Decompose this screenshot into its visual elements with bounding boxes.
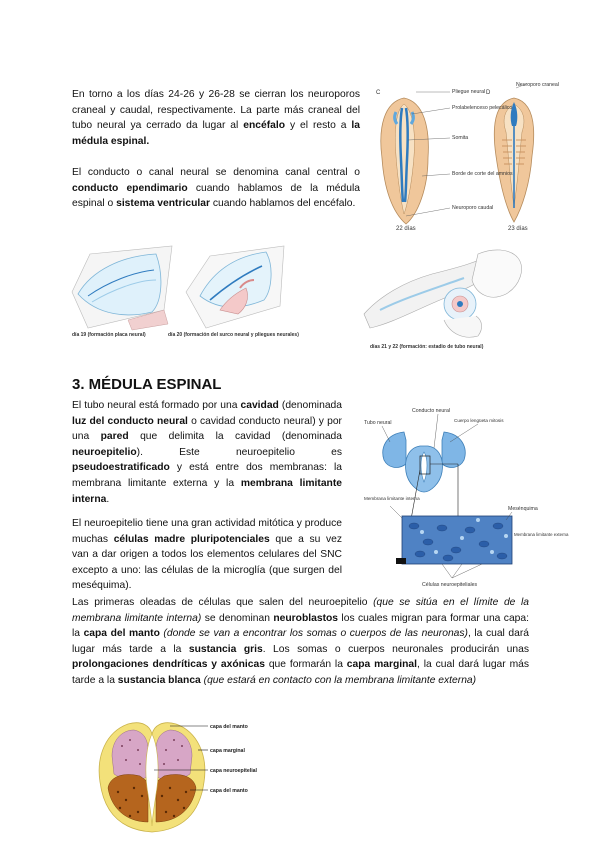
figure-label-c: C (376, 90, 381, 96)
label-borde-corte-amnios: Borde de corte del amnios (452, 171, 513, 177)
label-cuerpo-lengueta-mitosis: Cuerpo lengüeta mitosis (454, 418, 504, 423)
section-title: 3. MÉDULA ESPINAL (72, 376, 222, 393)
label-prolabelenceso: Prolabelenceso pelecálico (452, 105, 513, 111)
epithelium-enlarged (402, 516, 512, 564)
intro-paragraph-2: El conducto o canal neural se denomina canal central o conducto ependimario cuando hablamos de la médula espinal o sistema ventricular cuando hablamos del encéfalo. (72, 167, 360, 210)
caption-day21-22: días 21 y 22 (formación: estadio de tubo neural) (370, 344, 484, 350)
spinal-cord-cross-section (99, 723, 205, 832)
label-membrana-limitante-interna: Membrana limitante interna (364, 496, 420, 501)
label-capa-del-manto-bottom: capa del manto (210, 788, 248, 794)
label-somita: Somita (452, 135, 469, 141)
medula-paragraph-2: El neuroepitelio tiene una gran actividad mitótica y produce muchas células madre pluripotenciales que a su vez van a dar origen a todos los elementos celulares del SNC excepto a uno: las células de la microglía (que surgen del meséquima). (72, 518, 343, 592)
label-tubo-neural: Tubo neural (364, 420, 392, 426)
label-capa-neuroepitelial: capa neuroepitelial (210, 768, 257, 774)
embryo-dorsal-view-figure (366, 80, 559, 232)
label-celulas-neuroepiteliales: Células neuroepiteliales (422, 582, 478, 588)
figure-label-d: D (486, 90, 491, 96)
label-22-dias: 22 días (396, 226, 416, 232)
label-conducto-neural: Conducto neural (412, 408, 451, 414)
caption-day20: día 20 (formación del surco neural y pliegues neurales) (168, 332, 299, 338)
medula-paragraph-3: Las primeras oleadas de células que salen del neuroepitelio (que se sitúa en el límite de la membrana limitante interna) se denominan neuroblastos los cuales migran para formar una capa: la capa del manto (donde se van a encontrar los somas o cuerpos de las neuronas), la cual dará lugar más tarde a la sustancia gris. Los somas o cuerpos neuronales producirán unas prolongaciones dendríticas y axónicas que formarán la capa marginal, la cual dará lugar más tarde a la sustancia blanca (que estará en contacto con la membrana limitante externa) (72, 597, 530, 686)
label-capa-del-manto-top: capa del manto (210, 724, 248, 730)
label-23-dias: 23 días (508, 226, 528, 232)
label-mesenquima: Mesénquima (508, 506, 538, 512)
neural-tube-cross-section (383, 432, 465, 492)
neural-groove-figure-day20 (180, 236, 290, 332)
medula-paragraph-1: El tubo neural está formado por una cavidad (denominada luz del conducto neural o cavidad conducto neural) y por una pared que delimita la cavidad (denominada neuroepitelio). Este neuroepitelio es pseudoestratificado y está entre dos membranas: la membrana limitante externa y la membrana limitante interna. (72, 400, 343, 505)
neural-plate-figure-day19 (68, 240, 178, 332)
label-neuroporo-craneal: Neuroporo craneal (516, 82, 559, 88)
caption-day19: día 19 (formación placa neural) (72, 332, 146, 338)
embryo-d (494, 98, 533, 222)
label-capa-marginal: capa marginal (210, 748, 245, 754)
spinal-cord-layers-figure (90, 716, 310, 836)
neural-tube-figure-day21 (360, 244, 535, 344)
label-neuroporo-caudal: Neuroporo caudal (452, 205, 494, 211)
embryo-c (381, 98, 429, 224)
label-pliegue-neural: Pliegue neural (452, 89, 486, 95)
label-membrana-limitante-externa: Membrana limitante externa (514, 532, 569, 537)
neuroepithelium-figure (362, 402, 569, 592)
intro-paragraph-1: En torno a los días 24-26 y 26-28 se cierran los neuroporos craneal y caudal, respectivamente. La parte más craneal del tubo neural ya cerrado da lugar al encéfalo y el resto a la médula espinal. (72, 89, 360, 147)
